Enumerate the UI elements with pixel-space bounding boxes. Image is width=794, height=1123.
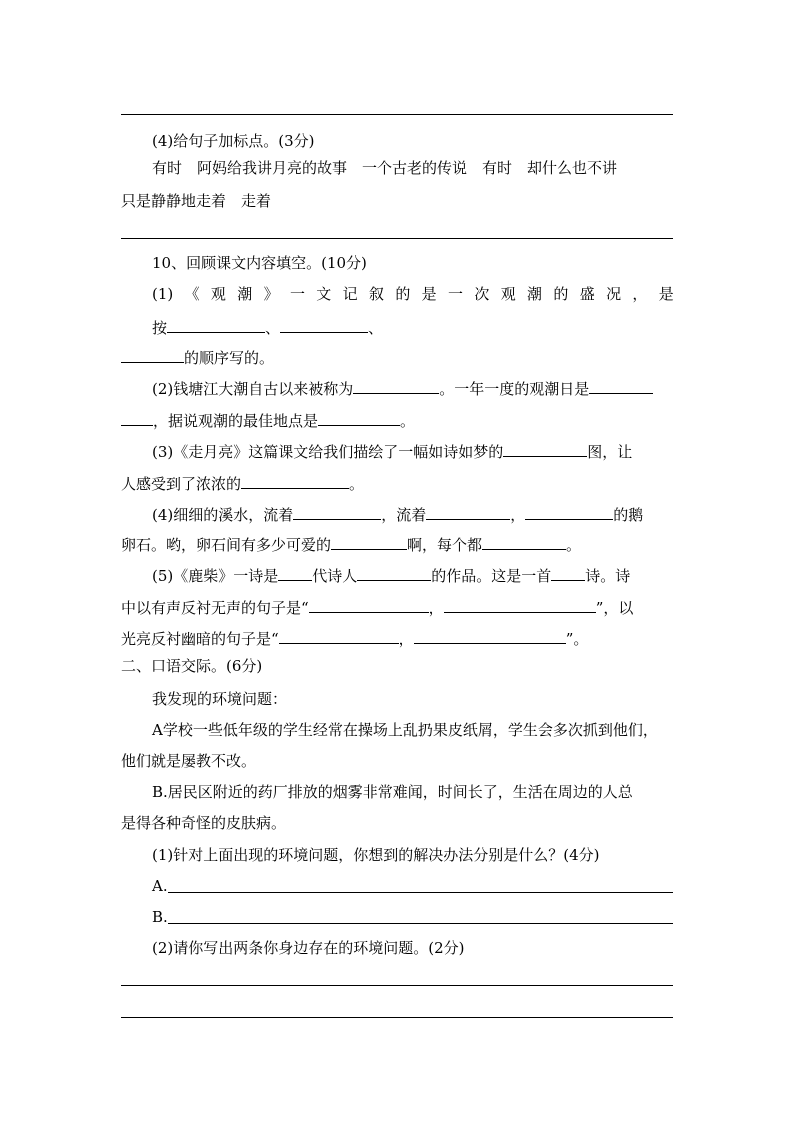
q10-item1-char: 一 [448,285,464,303]
blank-field[interactable] [426,503,510,520]
q10-item4-text: 啊，每个都 [407,536,483,554]
q10-item4-text: 卵石。哟，卵石间有多少可爱的 [121,536,332,554]
q10-item3-text: 人感受到了浓浓的 [121,475,242,493]
q10-item2-text: ，据说观潮的最佳地点是 [153,412,319,430]
blank-field[interactable] [241,472,349,489]
answer-line-1[interactable] [121,985,673,986]
q10-title: 10、回顾课文内容填空。(10分) [152,254,367,272]
q10-item3-line1 [152,440,632,462]
q10-item1-line2 [152,316,383,338]
answer-line-b[interactable] [168,923,673,924]
q10-item4-text: 。 [566,536,582,554]
q10-item1-char: 潮 [237,285,253,303]
q10-item1-char: 潮 [527,285,543,303]
oral-question-2: (2)请你写出两条你身边存在的环境问题。(2分) [152,939,465,957]
blank-field[interactable] [525,503,613,520]
oral-intro: 我发现的环境问题： [152,690,288,708]
answer-line-a[interactable] [168,892,673,893]
oral-section-title: 二、口语交际。(6分) [121,657,263,675]
q4-sentence-line1: 有时 阿妈给我讲月亮的故事 一个古老的传说 有时 却什么也不讲 [152,159,618,177]
q10-item2-text: 。 [400,412,416,430]
q10-item5-line1 [152,564,630,586]
q10-item5-text: 的作品。这是一首 [431,567,552,585]
q10-item5-text: ”，以 [595,599,634,617]
q10-item5-line2 [121,596,633,618]
q10-item1-char: 的 [395,285,411,303]
answer-label-a: A. [152,877,168,895]
oral-case-a-line2: 他们就是屡教不改。 [121,752,257,770]
q10-item1-line3 [121,346,274,368]
blank-field[interactable] [278,564,312,581]
q10-item5-text: 中以有声反衬无声的句子是“ [121,599,309,617]
blank-field[interactable] [353,377,439,394]
blank-field[interactable] [357,564,431,581]
blank-field[interactable] [331,533,407,550]
q10-item3-text: 。 [349,475,365,493]
q10-item2-text: 。一年一度的观潮日是 [439,380,590,398]
q10-item1-text: 的顺序写的。 [184,349,275,367]
blank-field[interactable] [293,503,381,520]
q10-item1-char: 观 [210,285,226,303]
q10-item1-text: 按 [152,319,168,337]
q10-item5-text: 代诗人 [312,567,358,585]
q10-item1-char: 次 [474,285,490,303]
blank-field[interactable] [167,316,265,333]
blank-field[interactable] [121,409,153,426]
q10-item1-char: 盛 [579,285,595,303]
q10-item4-line1 [152,503,643,525]
blank-field[interactable] [444,596,596,613]
oral-question-1: (1)针对上面出现的环境问题，你想到的解决办法分别是什么？(4分) [152,846,600,864]
q10-item5-line3 [121,627,588,649]
q10-item4-text: ，流着 [381,506,427,524]
q10-item1-char: (1) [152,285,174,303]
q4-sentence-line2: 只是静静地走着 走着 [121,192,272,210]
q10-item4-line2 [121,533,581,555]
q10-item1-char: ， [632,285,648,303]
q10-item3-text: (3)《走月亮》这篇课文给我们描绘了一幅如诗如梦的 [152,443,504,461]
blank-field[interactable] [482,533,566,550]
blank-field[interactable] [503,440,587,457]
q10-item3-line2 [121,472,364,494]
q10-item2-line2 [121,409,415,431]
q10-item1-char: 况 [606,285,622,303]
top-rule [121,114,673,115]
q10-item1-char: 的 [553,285,569,303]
q10-item4-text: ， [510,506,526,524]
blank-field[interactable] [309,596,429,613]
q10-item3-text: 图，让 [587,443,633,461]
q4-answer-rule [121,238,673,239]
q10-item1-char: 文 [316,285,332,303]
q4-title: (4)给句子加标点。(3分) [152,132,315,150]
q10-item1-char: 《 [184,285,200,303]
blank-field[interactable] [121,346,184,363]
q10-item5-text: ， [398,630,414,648]
q10-item1-char: 观 [500,285,516,303]
answer-line-2[interactable] [121,1017,673,1018]
oral-case-a-line1: A学校一些低年级的学生经常在操场上乱扔果皮纸屑，学生会多次抓到他们， [152,721,658,739]
q10-item2-line1 [152,377,653,399]
q10-item5-text: 光亮反衬幽暗的句子是“ [121,630,279,648]
q10-item2-text: (2)钱塘江大潮自古以来被称为 [152,380,354,398]
oral-case-b-line1: B.居民区附近的药厂排放的烟雾非常难闻，时间长了，生活在周边的人总 [152,783,633,801]
oral-case-b-line2: 是得各种奇怪的皮肤病。 [121,814,287,832]
q10-item1-char: 是 [421,285,437,303]
blank-field[interactable] [551,564,585,581]
q10-item4-text: 的鹅 [613,506,644,524]
blank-field[interactable] [414,627,566,644]
q10-item1-line1 [152,284,674,304]
q10-item5-text: 诗。诗 [585,567,631,585]
q10-item1-char: 》 [263,285,279,303]
blank-field[interactable] [589,377,653,394]
q10-item5-text: ”。 [565,630,589,648]
answer-label-b: B. [152,908,168,926]
blank-field[interactable] [280,316,368,333]
q10-item1-text: 、 [368,319,384,337]
q10-item1-text: 、 [265,319,281,337]
blank-field[interactable] [318,409,400,426]
blank-field[interactable] [279,627,399,644]
q10-item1-char: 记 [342,285,358,303]
q10-item5-text: ， [428,599,444,617]
q10-item4-text: (4)细细的溪水，流着 [152,506,294,524]
q10-item1-char: 是 [658,285,674,303]
q10-item5-text: (5)《鹿柴》一诗是 [152,567,279,585]
q10-item1-char: 一 [289,285,305,303]
q10-item1-char: 叙 [368,285,384,303]
